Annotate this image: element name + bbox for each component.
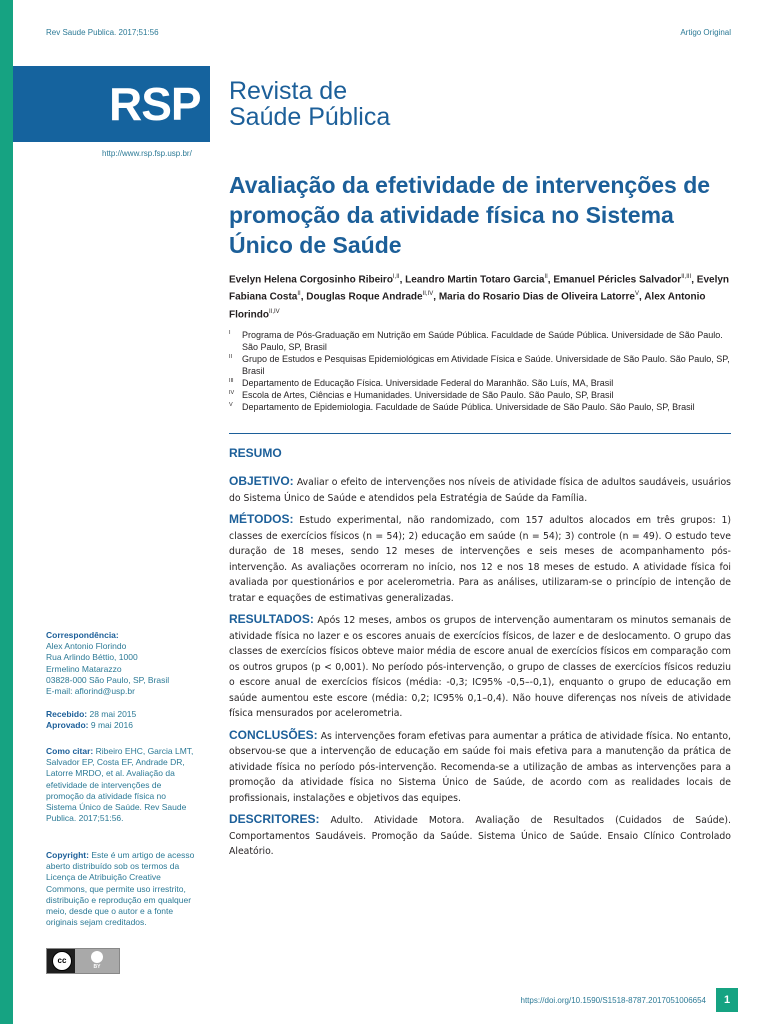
header-article-type: Artigo Original	[680, 28, 731, 37]
abstract-section	[229, 612, 731, 722]
person-icon	[91, 951, 103, 963]
copyright-block	[46, 850, 196, 928]
abstract-section	[229, 512, 731, 606]
section-divider	[229, 433, 731, 434]
abstract-section	[229, 812, 731, 860]
correspondence-block	[46, 630, 196, 697]
affiliation-text: Departamento de Educação Física. Universidade Federal do Maranhão. São Luís, MA, Brasil	[242, 378, 614, 388]
cite-text: Ribeiro EHC, Garcia LMT, Salvador EP, Costa EF, Andrade DR, Latorre MRDO, et al. Avaliação da efetividade de intervenções de promoção da atividade física no Sistema Único de Saúde. Rev Saude Publica. 2017;51:56.	[46, 746, 194, 824]
cc-by-panel	[75, 949, 119, 973]
author-name: Douglas Roque Andrade	[306, 291, 423, 303]
author-name: Alex Antonio Florindo	[229, 291, 706, 320]
received-label: Recebido:	[46, 709, 88, 719]
approved-label: Aprovado:	[46, 720, 89, 731]
received-date	[46, 709, 196, 720]
affiliation-number: III	[229, 378, 234, 384]
author-list: Evelyn Helena Corgosinho Ribeiro$^{I,II}$, Leandro Martin Totaro Garcia$^{II}$, Emanuel Péricles Salvador$^{II,III}$, Evelyn Fabiana Costa$^{II}$, Douglas Roque Andrade$^{II,IV}$, Maria do Rosario Dias de Oliveira Latorre$^V$, Alex Antonio Florindo$^{II,IV}$	[229, 274, 730, 320]
abstract-section-label: DESCRITORES:	[229, 812, 320, 826]
author-affiliation-mark: II	[544, 274, 548, 280]
copyright-text: Este é um artigo de acesso aberto distribuído sob os termos da Licença de Atribuição Creative Commons, que permite uso irrestrito, distribuição e reprodução em qualquer meio, desde que o autor e a fonte originais sejam creditados.	[46, 850, 195, 928]
affiliation-text: Departamento de Epidemiologia. Faculdade de Saúde Pública. Universidade de São Paulo. São Paulo, SP, Brasil	[242, 402, 695, 412]
affiliation-number: I	[229, 330, 231, 336]
abstract-body	[229, 474, 731, 866]
header-citation: Rev Saude Publica. 2017;51:56	[46, 28, 159, 37]
author-affiliation-mark: II,IV	[269, 308, 280, 315]
abstract-section-label: CONCLUSÕES:	[229, 727, 318, 742]
author-name: Evelyn Fabiana Costa	[229, 274, 730, 303]
correspondence-line: Rua Arlindo Béttio, 1000	[46, 652, 138, 663]
doi-link[interactable]: https://doi.org/10.1590/S1518-8787.2017051006654	[520, 996, 706, 1005]
abstract-section	[229, 728, 731, 807]
affiliation-text: Escola de Artes, Ciências e Humanidades. Universidade de São Paulo. São Paulo, SP, Brasil	[242, 390, 614, 400]
logo-abbr: RSP	[109, 78, 201, 130]
article-title: Avaliação da efetividade de intervenções de promoção da atividade física no Sistema Único de Saúde	[229, 172, 711, 258]
journal-name	[229, 78, 390, 130]
abstract-section-text: Estudo experimental, não randomizado, com 157 adultos alocados em três grupos: 1) classes de exercícios físicos (n = 54); 2) educação em saúde (n = 54); 3) controle (n = 49). O estudo teve duração de 18 meses, sendo 12 meses de intervenções e seis meses de acompanhamento pós-intervenção. As avaliações ocorreram no início, nos 12 e nos 18 meses de estudo. A atividade física foi avaliada por questionários e por acelerometria. Para as análises, utilizaram-se o princípio de intenção de tratar e equações de estimativas generalizadas.	[229, 515, 731, 604]
abstract-section-label: MÉTODOS:	[229, 512, 294, 526]
author-name: Maria do Rosario Dias de Oliveira Latorre	[438, 291, 635, 303]
affiliation-text: Grupo de Estudos e Pesquisas Epidemiológicas em Atividade Física e Saúde. Universidade de São Paulo. São Paulo, SP, Brasil	[242, 354, 730, 376]
author-name: Emanuel Péricles Salvador	[553, 274, 682, 286]
affiliation-item	[229, 377, 739, 389]
correspondence-line: Ermelino Matarazzo	[46, 663, 122, 674]
correspondence-label: Correspondência:	[46, 630, 119, 640]
affiliation-item	[229, 353, 739, 377]
affiliation-item	[229, 401, 739, 413]
abstract-heading: RESUMO	[229, 446, 282, 460]
received-value: 28 mai 2015	[89, 709, 137, 719]
creative-commons-badge[interactable]	[46, 948, 120, 974]
correspondence-line: Alex Antonio Florindo	[46, 641, 127, 652]
dates-block	[46, 709, 196, 731]
cite-block	[46, 746, 196, 824]
journal-name-line2: Saúde Pública	[229, 103, 391, 131]
page-number: 1	[716, 988, 738, 1012]
abstract-section	[229, 474, 731, 506]
abstract-section-text: Avaliar o efeito de intervenções nos níveis de atividade física de adultos saudáveis, usuários do Sistema Único de Saúde e atendidos pela Estratégia de Saúde da Família.	[229, 477, 731, 504]
correspondence-email[interactable]: E-mail: aflorind@usp.br	[46, 686, 135, 697]
affiliation-list	[229, 329, 739, 413]
left-accent-bar	[0, 0, 13, 1024]
author-affiliation-mark: V	[635, 291, 640, 298]
affiliation-number: V	[229, 402, 233, 408]
abstract-section-label: RESULTADOS:	[229, 612, 314, 626]
by-label: BY	[93, 964, 101, 970]
author-name: Leandro Martin Totaro Garcia	[405, 274, 545, 286]
abstract-section-text: Adulto. Atividade Motora. Avaliação de Resultados (Cuidados de Saúde). Comportamentos Saudáveis. Promoção da Saúde. Sistema Único de Saúde. Ensaio Clínico Controlado Aleatório.	[229, 815, 731, 857]
abstract-section-text: Após 12 meses, ambos os grupos de intervenção aumentaram os minutos semanais de atividade física no lazer e os escores anuais de exercícios físicos, de lazer e de deslocamento. O grupo das classes de exercícios físicos obteve maior média de escore anual de exercícios físicos em comparação com os outros grupos (p < 0,001). No período pós-intervenção, o grupo de classes de exercícios físicos reduziu o escore anual de exercícios físicos (média: -0,3; IC95% -0,5–-0,1), enquanto o grupo de educação em saúde aumentou este escore (média: 0,2; IC95% 0,1–0,4). Não houve diferenças nos níveis de atividade física mensurados por acelerometria.	[229, 615, 731, 719]
author-affiliation-mark: II,III	[681, 274, 692, 280]
journal-logo	[13, 66, 210, 142]
approved-date	[46, 720, 196, 731]
affiliation-number: II	[229, 354, 233, 360]
correspondence-line: 03828-000 São Paulo, SP, Brasil	[46, 674, 170, 685]
cite-label: Como citar:	[46, 746, 94, 756]
abstract-section-text: As intervenções foram efetivas para aumentar a prática de atividade física. No entanto, observou-se que a intervenção de educação em saúde foi mais efetiva para a manutenção da prática de atividade física no período pós-intervenção. Recomenda-se a utilização de ambas as intervenções para a promoção da atividade física no Sistema Único de Saúde, de acordo com as realidades locais de profissionais, instalações e objetivos das equipes.	[229, 730, 731, 804]
copyright-label: Copyright:	[46, 850, 89, 860]
abstract-section-label: OBJETIVO:	[229, 474, 294, 488]
author-name: Evelyn Helena Corgosinho Ribeiro	[229, 274, 393, 286]
affiliation-text: Programa de Pós-Graduação em Nutrição em Saúde Pública. Faculdade de Saúde Pública. Universidade de São Paulo. São Paulo, SP, Brasil	[242, 330, 723, 352]
cc-icon: cc	[52, 951, 72, 971]
journal-url-link[interactable]: http://www.rsp.fsp.usp.br/	[102, 149, 192, 158]
author-affiliation-mark: I,II	[392, 274, 400, 280]
author-affiliation-mark: II	[297, 291, 301, 298]
approved-value: 9 mai 2016	[90, 720, 133, 731]
affiliation-item	[229, 389, 739, 401]
author-affiliation-mark: II,IV	[422, 291, 434, 298]
journal-name-line1: Revista de	[229, 77, 348, 105]
affiliation-item	[229, 329, 739, 353]
affiliation-number: IV	[229, 390, 235, 396]
